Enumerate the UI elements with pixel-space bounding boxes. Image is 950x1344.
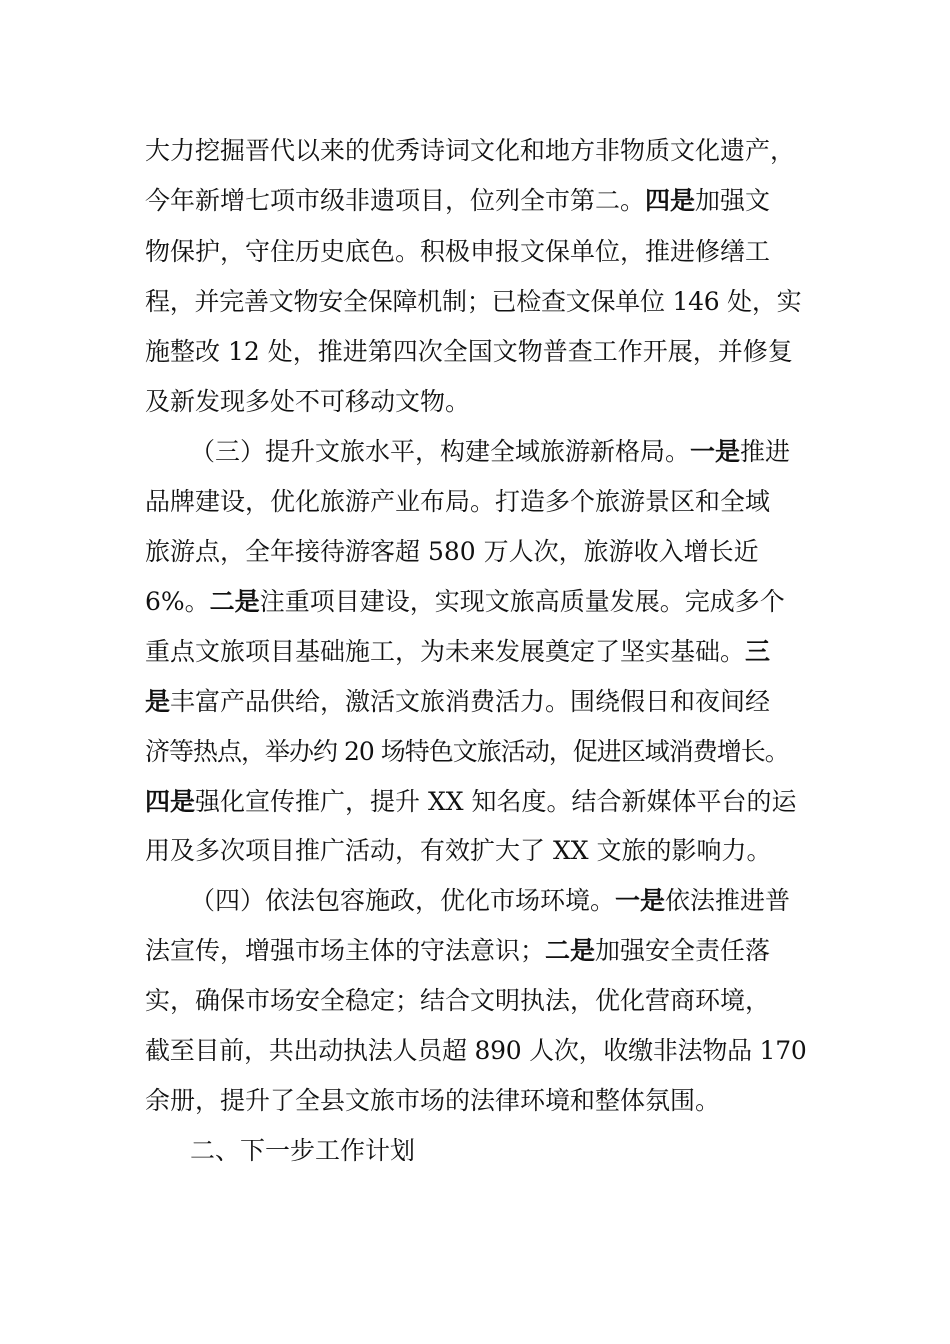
text-line-10: [145, 587, 785, 617]
bold-run: 四是: [645, 186, 696, 215]
text-line-20: [145, 1086, 720, 1116]
text-run: 强化宣传推广，提升 XX 知名度。结合新媒体平台的运: [195, 787, 797, 816]
text-run: 丰富产品供给，激活文旅消费活力。围绕假日和夜间经: [170, 687, 771, 716]
text-run: 余册，提升了全县文旅市场的法律环境和整体氛围。: [145, 1086, 721, 1115]
text-line-12: [145, 687, 770, 717]
text-line-9: [145, 537, 759, 567]
text-run: 旅游点，全年接待游客超 580 万人次，旅游收入增长近: [145, 537, 759, 566]
text-run: 施整改 12 处，推进第四次全国文物普查工作开展，并修复: [145, 337, 793, 366]
bold-run: 一是: [615, 886, 666, 915]
text-run: 及新发现多处不可移动文物。: [145, 387, 471, 416]
text-run: 今年新增七项市级非遗项目，位列全市第二。: [145, 186, 646, 215]
text-run: 济等热点，举办约 20 场特色文旅活动，促进区域消费增长。: [145, 737, 789, 766]
text-run: 截至目前，共出动执法人员超 890 人次，收缴非法物品 170: [145, 1036, 807, 1065]
text-line-14: [145, 787, 797, 817]
text-line-2: [145, 186, 770, 216]
text-run: 依法推进普: [665, 886, 791, 915]
text-run: 注重项目建设，实现文旅高质量发展。完成多个: [259, 587, 785, 616]
text-run: 实，确保市场安全稳定；结合文明执法，优化营商环境，: [145, 986, 771, 1015]
section-heading: [190, 1136, 415, 1166]
text-run: 物保护，守住历史底色。积极申报文保单位，推进修缮工: [145, 237, 771, 266]
text-line-16: [190, 886, 790, 916]
text-run: 程，并完善文物安全保障机制；已检查文保单位 146 处，实: [145, 287, 802, 316]
text-run: 品牌建设，优化旅游产业布局。打造多个旅游景区和全域: [145, 487, 771, 516]
text-run: 加强安全责任落: [595, 936, 771, 965]
text-line-1: [145, 136, 795, 166]
text-run: 二、下一步工作计划: [190, 1136, 416, 1165]
text-line-18: [145, 986, 770, 1016]
text-line-15: [145, 836, 772, 866]
text-line-17: [145, 936, 770, 966]
bold-run: 二是: [209, 587, 260, 616]
text-line-4: [145, 287, 801, 317]
text-run: （三）提升文旅水平，构建全域旅游新格局。: [190, 437, 691, 466]
bold-run: 一是: [690, 437, 741, 466]
bold-run: 四是: [145, 787, 196, 816]
text-run: 推进: [740, 437, 791, 466]
text-line-19: [145, 1036, 807, 1066]
text-line-3: [145, 237, 770, 267]
text-run: 加强文: [695, 186, 771, 215]
text-run: 用及多次项目推广活动，有效扩大了 XX 文旅的影响力。: [145, 836, 772, 865]
text-run: 法宣传，增强市场主体的守法意识；: [145, 936, 546, 965]
bold-run: 是: [145, 687, 171, 716]
bold-run: 二是: [545, 936, 596, 965]
bold-run: 三: [745, 637, 771, 666]
text-run: （四）依法包容施政，优化市场环境。: [190, 886, 616, 915]
text-line-7: [190, 437, 790, 467]
text-run: 6%。: [145, 587, 210, 616]
text-line-8: [145, 487, 770, 517]
text-run: 重点文旅项目基础施工，为未来发展奠定了坚实基础。: [145, 637, 746, 666]
text-line-6: [145, 387, 470, 417]
text-line-5: [145, 337, 793, 367]
text-run: 大力挖掘晋代以来的优秀诗词文化和地方非物质文化遗产，: [145, 136, 796, 165]
text-line-11: [145, 637, 770, 667]
text-line-13: [145, 737, 789, 767]
